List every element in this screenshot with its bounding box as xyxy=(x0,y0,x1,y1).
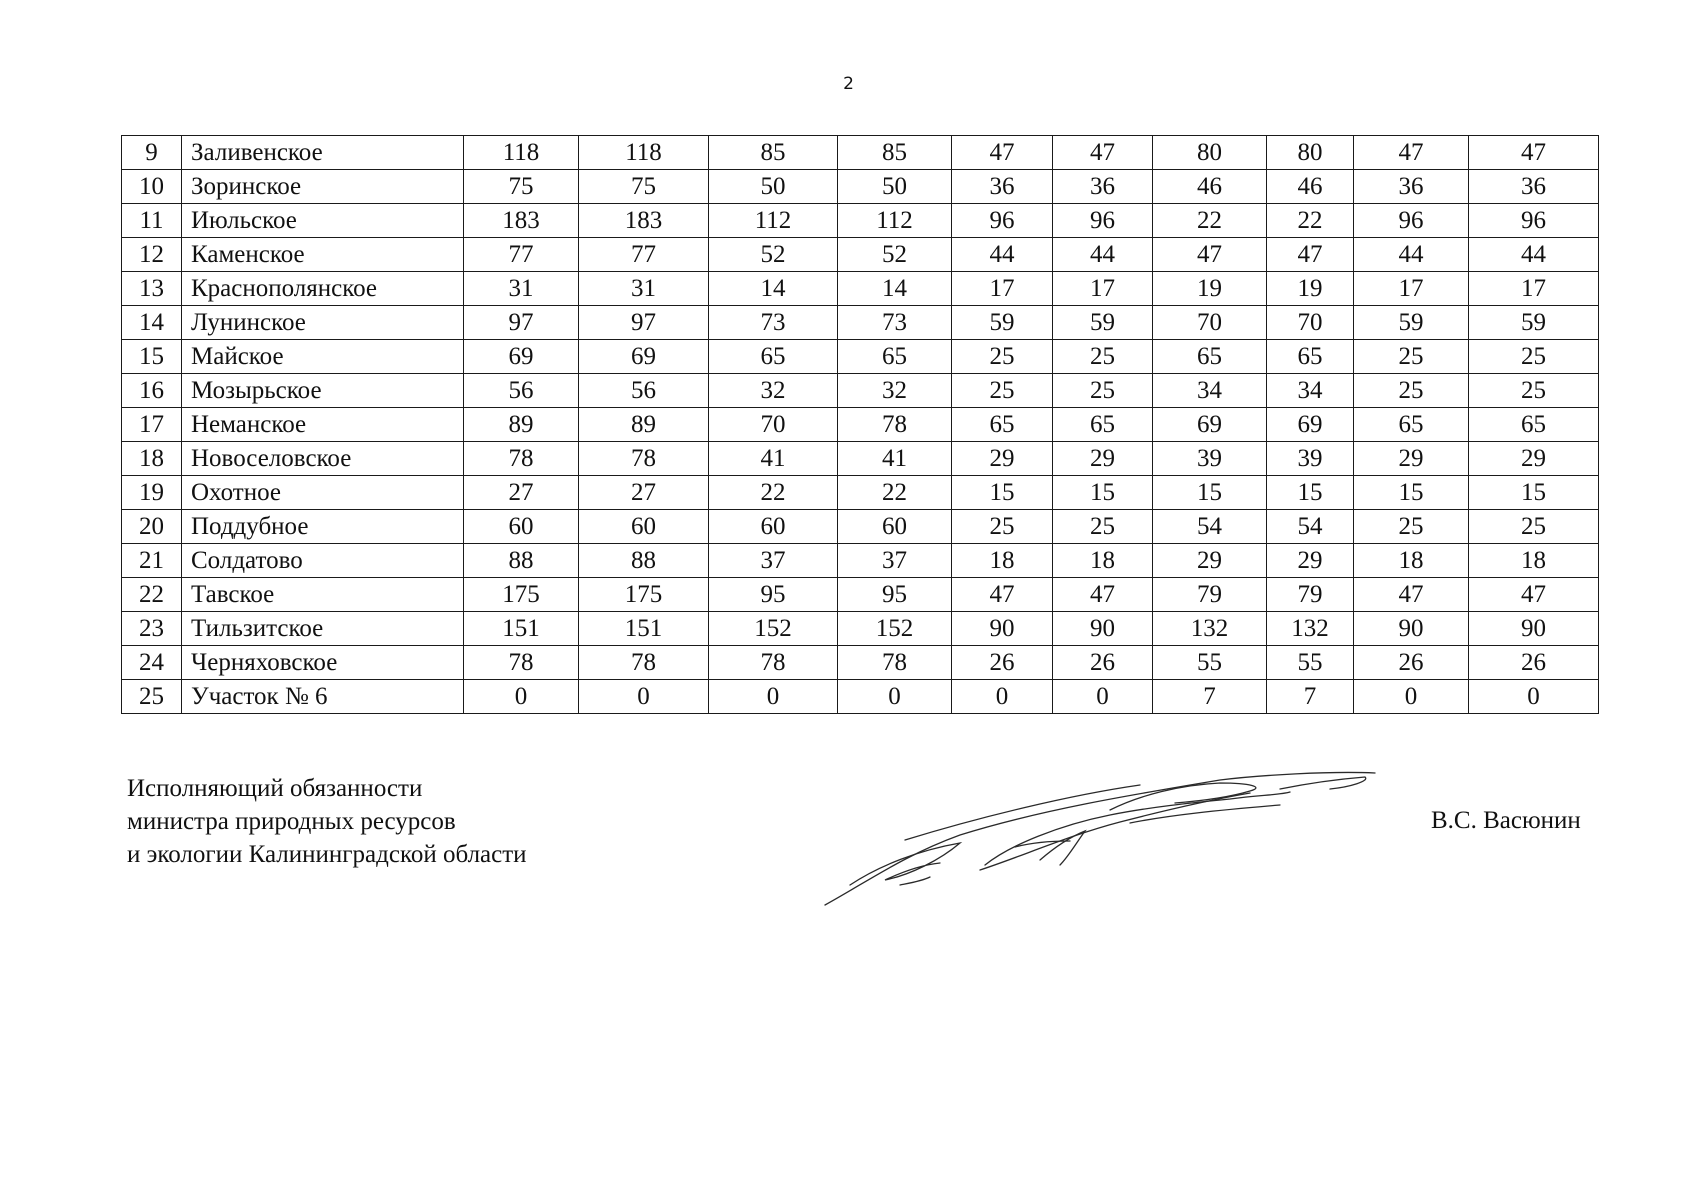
value-cell: 112 xyxy=(838,204,952,238)
value-cell: 25 xyxy=(1469,340,1599,374)
value-cell: 15 xyxy=(1153,476,1267,510)
value-cell: 47 xyxy=(1053,136,1153,170)
data-table xyxy=(121,135,1599,714)
value-cell: 25 xyxy=(952,510,1053,544)
value-cell: 80 xyxy=(1153,136,1267,170)
value-cell: 17 xyxy=(1053,272,1153,306)
table-row xyxy=(122,442,1599,476)
value-cell: 96 xyxy=(952,204,1053,238)
settlement-name-cell: Солдатово xyxy=(182,544,464,578)
signature-block xyxy=(127,772,527,871)
value-cell: 47 xyxy=(1267,238,1354,272)
row-number-cell: 17 xyxy=(122,408,182,442)
value-cell: 69 xyxy=(464,340,579,374)
table-row xyxy=(122,408,1599,442)
settlement-name-cell: Поддубное xyxy=(182,510,464,544)
settlement-name-cell: Тавское xyxy=(182,578,464,612)
value-cell: 22 xyxy=(838,476,952,510)
value-cell: 34 xyxy=(1153,374,1267,408)
value-cell: 54 xyxy=(1153,510,1267,544)
table-row xyxy=(122,136,1599,170)
value-cell: 29 xyxy=(1053,442,1153,476)
value-cell: 52 xyxy=(709,238,838,272)
settlement-name-cell: Черняховское xyxy=(182,646,464,680)
value-cell: 19 xyxy=(1153,272,1267,306)
value-cell: 47 xyxy=(1053,578,1153,612)
value-cell: 0 xyxy=(952,680,1053,714)
value-cell: 50 xyxy=(838,170,952,204)
table-row xyxy=(122,476,1599,510)
table-row xyxy=(122,238,1599,272)
value-cell: 152 xyxy=(838,612,952,646)
value-cell: 132 xyxy=(1267,612,1354,646)
value-cell: 25 xyxy=(1469,510,1599,544)
value-cell: 70 xyxy=(709,408,838,442)
signer-position-line-1: Исполняющий обязанности xyxy=(127,775,423,802)
value-cell: 55 xyxy=(1153,646,1267,680)
value-cell: 90 xyxy=(1354,612,1469,646)
value-cell: 29 xyxy=(1354,442,1469,476)
value-cell: 22 xyxy=(1153,204,1267,238)
value-cell: 47 xyxy=(1153,238,1267,272)
value-cell: 19 xyxy=(1267,272,1354,306)
value-cell: 36 xyxy=(952,170,1053,204)
value-cell: 18 xyxy=(1354,544,1469,578)
value-cell: 39 xyxy=(1153,442,1267,476)
value-cell: 80 xyxy=(1267,136,1354,170)
value-cell: 47 xyxy=(1354,578,1469,612)
value-cell: 151 xyxy=(579,612,709,646)
value-cell: 50 xyxy=(709,170,838,204)
value-cell: 44 xyxy=(1053,238,1153,272)
value-cell: 32 xyxy=(709,374,838,408)
value-cell: 29 xyxy=(1267,544,1354,578)
value-cell: 25 xyxy=(1354,340,1469,374)
value-cell: 41 xyxy=(838,442,952,476)
value-cell: 14 xyxy=(838,272,952,306)
value-cell: 59 xyxy=(1053,306,1153,340)
value-cell: 25 xyxy=(1469,374,1599,408)
value-cell: 46 xyxy=(1267,170,1354,204)
value-cell: 55 xyxy=(1267,646,1354,680)
value-cell: 78 xyxy=(838,646,952,680)
value-cell: 60 xyxy=(709,510,838,544)
value-cell: 112 xyxy=(709,204,838,238)
value-cell: 47 xyxy=(952,136,1053,170)
table-row xyxy=(122,374,1599,408)
value-cell: 89 xyxy=(579,408,709,442)
value-cell: 25 xyxy=(1354,374,1469,408)
value-cell: 90 xyxy=(1469,612,1599,646)
value-cell: 17 xyxy=(952,272,1053,306)
value-cell: 78 xyxy=(579,442,709,476)
value-cell: 88 xyxy=(579,544,709,578)
value-cell: 36 xyxy=(1354,170,1469,204)
value-cell: 47 xyxy=(1469,578,1599,612)
value-cell: 79 xyxy=(1267,578,1354,612)
value-cell: 26 xyxy=(1354,646,1469,680)
value-cell: 73 xyxy=(709,306,838,340)
value-cell: 65 xyxy=(709,340,838,374)
value-cell: 0 xyxy=(709,680,838,714)
value-cell: 52 xyxy=(838,238,952,272)
value-cell: 78 xyxy=(709,646,838,680)
row-number-cell: 14 xyxy=(122,306,182,340)
value-cell: 97 xyxy=(464,306,579,340)
row-number-cell: 24 xyxy=(122,646,182,680)
value-cell: 44 xyxy=(1354,238,1469,272)
value-cell: 78 xyxy=(464,646,579,680)
value-cell: 175 xyxy=(579,578,709,612)
signer-name: В.С. Васюнин xyxy=(1431,807,1581,834)
value-cell: 88 xyxy=(464,544,579,578)
value-cell: 89 xyxy=(464,408,579,442)
signer-position-line-3: и экологии Калининградской области xyxy=(127,841,527,868)
settlement-name-cell: Майское xyxy=(182,340,464,374)
value-cell: 31 xyxy=(464,272,579,306)
value-cell: 73 xyxy=(838,306,952,340)
settlement-name-cell: Июльское xyxy=(182,204,464,238)
settlement-name-cell: Каменское xyxy=(182,238,464,272)
value-cell: 78 xyxy=(579,646,709,680)
settlement-name-cell: Зоринское xyxy=(182,170,464,204)
value-cell: 27 xyxy=(464,476,579,510)
value-cell: 37 xyxy=(709,544,838,578)
value-cell: 60 xyxy=(838,510,952,544)
table-row xyxy=(122,170,1599,204)
value-cell: 17 xyxy=(1469,272,1599,306)
value-cell: 90 xyxy=(952,612,1053,646)
value-cell: 65 xyxy=(1469,408,1599,442)
value-cell: 70 xyxy=(1267,306,1354,340)
row-number-cell: 21 xyxy=(122,544,182,578)
value-cell: 75 xyxy=(579,170,709,204)
row-number-cell: 18 xyxy=(122,442,182,476)
value-cell: 0 xyxy=(579,680,709,714)
value-cell: 44 xyxy=(1469,238,1599,272)
table-row xyxy=(122,340,1599,374)
value-cell: 25 xyxy=(1354,510,1469,544)
value-cell: 0 xyxy=(464,680,579,714)
value-cell: 15 xyxy=(952,476,1053,510)
table-row xyxy=(122,578,1599,612)
value-cell: 25 xyxy=(1053,340,1153,374)
table-row xyxy=(122,306,1599,340)
row-number-cell: 23 xyxy=(122,612,182,646)
value-cell: 0 xyxy=(1053,680,1153,714)
value-cell: 65 xyxy=(1267,340,1354,374)
value-cell: 69 xyxy=(1267,408,1354,442)
table-row xyxy=(122,646,1599,680)
value-cell: 44 xyxy=(952,238,1053,272)
settlement-name-cell: Охотное xyxy=(182,476,464,510)
value-cell: 85 xyxy=(709,136,838,170)
value-cell: 96 xyxy=(1053,204,1153,238)
value-cell: 132 xyxy=(1153,612,1267,646)
settlement-name-cell: Участок № 6 xyxy=(182,680,464,714)
value-cell: 77 xyxy=(464,238,579,272)
value-cell: 15 xyxy=(1469,476,1599,510)
value-cell: 69 xyxy=(1153,408,1267,442)
signer-position-line-2: министра природных ресурсов xyxy=(127,808,456,835)
value-cell: 95 xyxy=(709,578,838,612)
value-cell: 15 xyxy=(1354,476,1469,510)
row-number-cell: 19 xyxy=(122,476,182,510)
value-cell: 78 xyxy=(464,442,579,476)
value-cell: 79 xyxy=(1153,578,1267,612)
value-cell: 54 xyxy=(1267,510,1354,544)
value-cell: 65 xyxy=(838,340,952,374)
value-cell: 56 xyxy=(579,374,709,408)
value-cell: 36 xyxy=(1469,170,1599,204)
handwritten-signature xyxy=(810,765,1390,915)
value-cell: 14 xyxy=(709,272,838,306)
table-row xyxy=(122,612,1599,646)
value-cell: 59 xyxy=(1354,306,1469,340)
row-number-cell: 22 xyxy=(122,578,182,612)
value-cell: 17 xyxy=(1354,272,1469,306)
page-number: 2 xyxy=(843,74,854,94)
value-cell: 47 xyxy=(1354,136,1469,170)
value-cell: 29 xyxy=(1469,442,1599,476)
value-cell: 39 xyxy=(1267,442,1354,476)
value-cell: 25 xyxy=(1053,374,1153,408)
value-cell: 90 xyxy=(1053,612,1153,646)
value-cell: 65 xyxy=(1053,408,1153,442)
row-number-cell: 25 xyxy=(122,680,182,714)
value-cell: 65 xyxy=(1153,340,1267,374)
value-cell: 29 xyxy=(1153,544,1267,578)
settlement-name-cell: Тильзитское xyxy=(182,612,464,646)
value-cell: 47 xyxy=(1469,136,1599,170)
settlement-name-cell: Мозырьское xyxy=(182,374,464,408)
table-row xyxy=(122,272,1599,306)
value-cell: 77 xyxy=(579,238,709,272)
value-cell: 96 xyxy=(1354,204,1469,238)
value-cell: 31 xyxy=(579,272,709,306)
value-cell: 183 xyxy=(579,204,709,238)
value-cell: 0 xyxy=(838,680,952,714)
value-cell: 151 xyxy=(464,612,579,646)
value-cell: 22 xyxy=(709,476,838,510)
value-cell: 25 xyxy=(1053,510,1153,544)
table-row xyxy=(122,510,1599,544)
table-body xyxy=(122,136,1599,714)
value-cell: 18 xyxy=(952,544,1053,578)
value-cell: 69 xyxy=(579,340,709,374)
row-number-cell: 12 xyxy=(122,238,182,272)
row-number-cell: 9 xyxy=(122,136,182,170)
value-cell: 152 xyxy=(709,612,838,646)
row-number-cell: 10 xyxy=(122,170,182,204)
table-row xyxy=(122,680,1599,714)
row-number-cell: 13 xyxy=(122,272,182,306)
row-number-cell: 11 xyxy=(122,204,182,238)
value-cell: 96 xyxy=(1469,204,1599,238)
value-cell: 118 xyxy=(464,136,579,170)
table-row xyxy=(122,204,1599,238)
settlement-name-cell: Краснополянское xyxy=(182,272,464,306)
settlement-name-cell: Заливенское xyxy=(182,136,464,170)
value-cell: 97 xyxy=(579,306,709,340)
value-cell: 56 xyxy=(464,374,579,408)
value-cell: 65 xyxy=(1354,408,1469,442)
value-cell: 60 xyxy=(464,510,579,544)
row-number-cell: 15 xyxy=(122,340,182,374)
value-cell: 59 xyxy=(1469,306,1599,340)
value-cell: 26 xyxy=(1053,646,1153,680)
value-cell: 175 xyxy=(464,578,579,612)
value-cell: 25 xyxy=(952,340,1053,374)
value-cell: 183 xyxy=(464,204,579,238)
value-cell: 65 xyxy=(952,408,1053,442)
value-cell: 25 xyxy=(952,374,1053,408)
value-cell: 0 xyxy=(1354,680,1469,714)
value-cell: 27 xyxy=(579,476,709,510)
settlement-name-cell: Лунинское xyxy=(182,306,464,340)
value-cell: 29 xyxy=(952,442,1053,476)
value-cell: 7 xyxy=(1153,680,1267,714)
settlement-name-cell: Неманское xyxy=(182,408,464,442)
value-cell: 46 xyxy=(1153,170,1267,204)
row-number-cell: 20 xyxy=(122,510,182,544)
value-cell: 37 xyxy=(838,544,952,578)
value-cell: 18 xyxy=(1469,544,1599,578)
value-cell: 41 xyxy=(709,442,838,476)
table-row xyxy=(122,544,1599,578)
value-cell: 75 xyxy=(464,170,579,204)
value-cell: 15 xyxy=(1053,476,1153,510)
value-cell: 47 xyxy=(952,578,1053,612)
settlement-name-cell: Новоселовское xyxy=(182,442,464,476)
value-cell: 78 xyxy=(838,408,952,442)
value-cell: 0 xyxy=(1469,680,1599,714)
value-cell: 26 xyxy=(952,646,1053,680)
value-cell: 18 xyxy=(1053,544,1153,578)
value-cell: 36 xyxy=(1053,170,1153,204)
value-cell: 34 xyxy=(1267,374,1354,408)
value-cell: 118 xyxy=(579,136,709,170)
value-cell: 70 xyxy=(1153,306,1267,340)
row-number-cell: 16 xyxy=(122,374,182,408)
value-cell: 95 xyxy=(838,578,952,612)
value-cell: 60 xyxy=(579,510,709,544)
value-cell: 59 xyxy=(952,306,1053,340)
value-cell: 22 xyxy=(1267,204,1354,238)
value-cell: 85 xyxy=(838,136,952,170)
value-cell: 32 xyxy=(838,374,952,408)
value-cell: 26 xyxy=(1469,646,1599,680)
value-cell: 7 xyxy=(1267,680,1354,714)
value-cell: 15 xyxy=(1267,476,1354,510)
